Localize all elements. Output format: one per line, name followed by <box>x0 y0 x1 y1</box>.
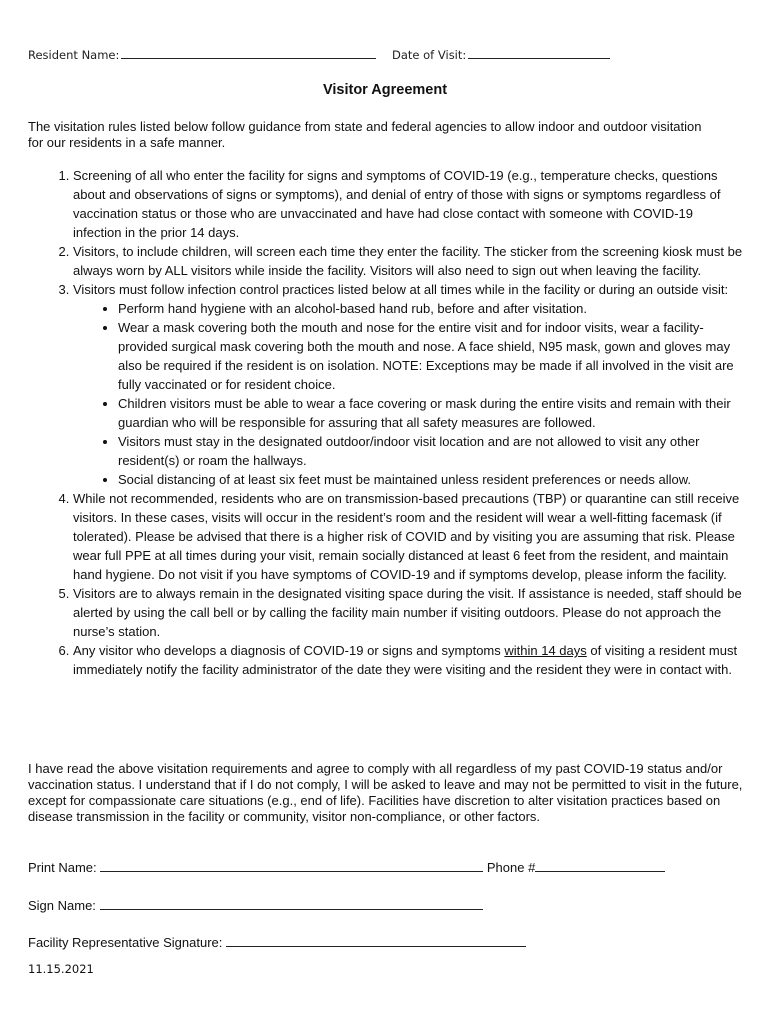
rule-item-3 <box>73 280 743 489</box>
bullet-social-distancing: • Social distancing of at least six feet must be maintained unless resident preferences or needs allow. <box>118 470 743 489</box>
print-name-row <box>28 859 665 875</box>
date-of-visit-field[interactable] <box>392 47 610 62</box>
page-title: Visitor Agreement <box>322 82 448 98</box>
resident-name-label: Resident Name: <box>28 48 120 62</box>
rule-item-6-underlined: within 14 days <box>504 643 587 658</box>
infection-control-bullets <box>73 299 743 489</box>
intro-paragraph: The visitation rules listed below follow guidance from state and federal agencies to allow indoor and outdoor visitation for our residents in a safe manner. <box>28 119 702 150</box>
sign-name-label: Sign Name: <box>28 898 96 913</box>
rule-item-6-text-a: Any visitor who develops a diagnosis of COVID-19 or signs and symptoms <box>73 643 505 658</box>
date-of-visit-label: Date of Visit: <box>392 48 467 62</box>
facility-rep-row <box>28 934 526 950</box>
rule-item-3-text: Visitors must follow infection control practices listed below at all times while in the facility or during an outside visit: <box>73 282 729 297</box>
bullet-visit-location: • Visitors must stay in the designated outdoor/indoor visit location and are not allowed to visit any other resident(s) or roam the hallways. <box>118 432 743 470</box>
bullet-children: • Children visitors must be able to wear a face covering or mask during the entire visits and remain with their guardian who will be responsible for assuring that all safety measures are followed. <box>118 394 743 432</box>
print-name-label: Print Name: <box>28 860 97 875</box>
resident-name-field[interactable] <box>28 47 376 62</box>
bullet-mask: • Wear a mask covering both the mouth and nose for the entire visit and for indoor visits, wear a facility-provided surgical mask covering both the mouth and nose. A face shield, N95 mask, gown and gloves may also be required if the resident is on isolation. NOTE: Exceptions may be made if all involved in the visit are fully vaccinated or for resident choice. <box>118 318 743 394</box>
print-name-blank[interactable] <box>100 859 483 872</box>
phone-label: Phone # <box>486 860 536 875</box>
acknowledgement-paragraph: I have read the above visitation requirements and agree to comply with all regardless of my past COVID-19 status and/or vaccination status. I understand that if I do not comply, I will be asked to leave and may not be permitted to visit in the future, except for compassionate care situations (e.g., end of life). Facilities have discretion to alter visitation practices based on disease transmission in the facility or community, visitor non-compliance, or other factors. <box>28 761 743 824</box>
rule-item-1: 1. Screening of all who enter the facility for signs and symptoms of COVID-19 (e.g., temperature checks, questions about and observations of signs or symptoms), and denial of entry of those with signs or symptoms regardless of vaccination status or those who are unvaccinated and have had close contact with someone with COVID-19 infection in the prior 14 days. <box>73 166 743 242</box>
rule-item-4: 4. While not recommended, residents who are on transmission-based precautions (TBP) or quarantine can still receive visitors. In these cases, visits will occur in the resident’s room and the resident will wear a well-fitting facemask (if tolerated). Please be advised that there is a higher risk of COVID and by visiting you are assuming that risk. Please wear full PPE at all times during your visit, remain socially distanced at least 6 feet from the resident, and maintain hand hygiene. Do not visit if you have symptoms of COVID-19 and if symptoms develop, please inform the facility. <box>73 489 743 584</box>
phone-blank[interactable] <box>535 859 665 872</box>
facility-rep-label: Facility Representative Signature: <box>28 935 223 950</box>
rule-item-2: 2. Visitors, to include children, will screen each time they enter the facility. The sticker from the screening kiosk must be always worn by ALL visitors while inside the facility. Visitors will also need to sign out when leaving the facility. <box>73 242 743 280</box>
rule-item-5: 5. Visitors are to always remain in the designated visiting space during the visit. If assistance is needed, staff should be alerted by using the call bell or by calling the facility main number if visiting outdoors. Please do not approach the nurse’s station. <box>73 584 743 641</box>
sign-name-blank[interactable] <box>100 897 483 910</box>
resident-name-blank[interactable] <box>121 47 376 59</box>
bullet-hand-hygiene: • Perform hand hygiene with an alcohol-based hand rub, before and after visitation. <box>118 299 743 318</box>
date-of-visit-blank[interactable] <box>468 47 610 59</box>
sign-name-row <box>28 897 483 913</box>
rule-item-6-text-b: of visiting a resident must immediately notify the facility administrator of the date they were visiting and the resident they were in contact with. <box>73 643 738 677</box>
revision-date: 11.15.2021 <box>28 962 94 976</box>
rule-item-6 <box>73 641 743 679</box>
facility-rep-signature-blank[interactable] <box>226 934 526 947</box>
visitation-rules-list <box>28 166 743 679</box>
